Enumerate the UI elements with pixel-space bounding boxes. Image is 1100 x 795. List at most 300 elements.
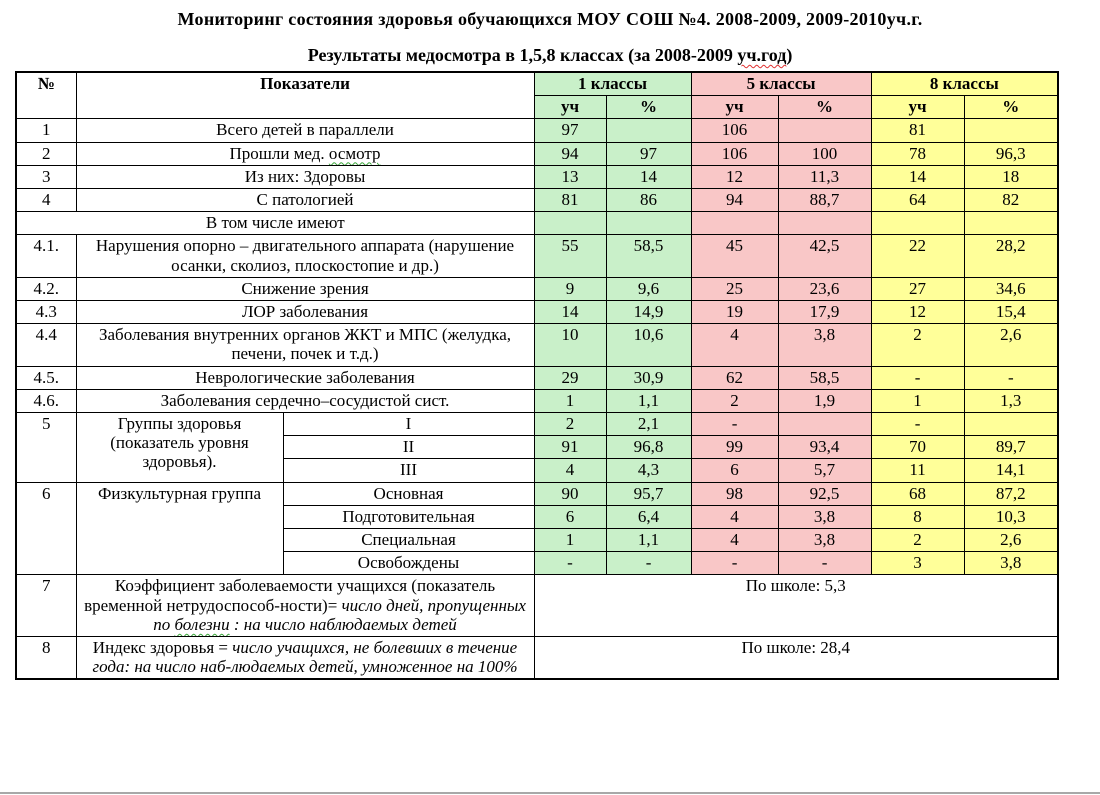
table-cell bbox=[871, 277, 964, 300]
cell-text: 25 bbox=[726, 278, 744, 298]
table-cell bbox=[76, 324, 534, 366]
cell-text: 1,1 bbox=[637, 390, 660, 410]
cell-text: : на число наблюдаемых детей bbox=[229, 614, 457, 634]
table-cell bbox=[16, 212, 534, 235]
table-cell bbox=[778, 324, 871, 366]
table-cell bbox=[283, 459, 534, 482]
table-row bbox=[16, 366, 1058, 389]
cell-text: 6,4 bbox=[637, 506, 660, 526]
cell-text: 18 bbox=[1002, 166, 1020, 186]
cell-text: 98 bbox=[726, 483, 744, 503]
cell-text: 6 bbox=[730, 460, 739, 480]
cell-text: 106 bbox=[721, 143, 748, 163]
table-cell bbox=[534, 301, 606, 324]
table-cell bbox=[964, 235, 1058, 277]
table-cell bbox=[76, 235, 534, 277]
table-cell bbox=[871, 119, 964, 142]
cell-text: 23,6 bbox=[809, 278, 840, 298]
cell-text: 6 bbox=[565, 506, 575, 526]
table-cell bbox=[691, 142, 778, 165]
cell-text: 1 классы bbox=[578, 74, 647, 93]
cell-text: 3 bbox=[42, 166, 51, 186]
col-header-indicators bbox=[76, 72, 534, 119]
table-cell bbox=[964, 277, 1058, 300]
cell-text: 3,8 bbox=[813, 530, 836, 550]
table-cell bbox=[778, 389, 871, 412]
table-cell bbox=[871, 413, 964, 436]
table-cell bbox=[691, 436, 778, 459]
table-row bbox=[16, 142, 1058, 165]
table-cell bbox=[778, 413, 871, 436]
table-cell bbox=[778, 165, 871, 188]
table-cell bbox=[76, 389, 534, 412]
cell-text: 12 bbox=[909, 302, 927, 322]
table-cell bbox=[16, 142, 76, 165]
table-cell bbox=[534, 165, 606, 188]
table-cell bbox=[964, 212, 1058, 235]
table-cell bbox=[606, 389, 691, 412]
table-cell bbox=[691, 552, 778, 575]
cell-text: 1,9 bbox=[813, 390, 836, 410]
table-cell bbox=[691, 389, 778, 412]
table-cell bbox=[534, 389, 606, 412]
table-caption-spellcheck-text: уч.год bbox=[737, 45, 787, 65]
table-cell bbox=[964, 301, 1058, 324]
cell-text: % bbox=[816, 97, 834, 117]
table-cell bbox=[778, 277, 871, 300]
cell-text: 89,7 bbox=[995, 437, 1026, 457]
cell-text: 12 bbox=[726, 166, 744, 186]
cell-text: 7 bbox=[42, 576, 51, 596]
cell-text: число учащихся, не болевших в течение года: на число наб-людаемых детей, умноженное на 100% bbox=[92, 638, 518, 677]
cell-text: 10 bbox=[561, 325, 579, 345]
cell-text: - bbox=[731, 414, 738, 434]
cell-text: 9,6 bbox=[637, 278, 660, 298]
col-header-grade1 bbox=[534, 72, 691, 96]
cell-text: 3,8 bbox=[1000, 553, 1022, 573]
cell-text: 1,3 bbox=[1000, 390, 1022, 410]
table-cell bbox=[76, 119, 534, 142]
table-cell bbox=[606, 436, 691, 459]
table-cell bbox=[534, 505, 606, 528]
cell-text: Снижение зрения bbox=[241, 278, 369, 298]
table-cell bbox=[283, 529, 534, 552]
cell-text: Индекс здоровья = bbox=[92, 638, 233, 658]
cell-text: 97 bbox=[640, 143, 658, 163]
cell-text: 14,1 bbox=[995, 460, 1026, 480]
cell-text: - bbox=[731, 553, 738, 573]
cell-text: ЛОР заболевания bbox=[241, 302, 369, 322]
table-cell bbox=[16, 389, 76, 412]
table-cell bbox=[76, 189, 534, 212]
subheader-grade5-uch bbox=[691, 96, 778, 119]
cell-text: - bbox=[645, 553, 652, 573]
table-cell bbox=[691, 165, 778, 188]
table-row bbox=[16, 72, 1058, 96]
table-row bbox=[16, 482, 1058, 505]
cell-text: 94 bbox=[726, 190, 744, 210]
cell-text: По школе: 28,4 bbox=[741, 638, 851, 658]
cell-text: 96,3 bbox=[995, 143, 1026, 163]
cell-text: 4 bbox=[42, 190, 51, 210]
table-cell bbox=[534, 119, 606, 142]
cell-text: 8 bbox=[913, 506, 922, 526]
cell-text: 4 bbox=[730, 506, 739, 526]
table-cell bbox=[778, 366, 871, 389]
cell-text: 3 bbox=[913, 553, 922, 573]
cell-text: % bbox=[1002, 97, 1020, 117]
table-cell bbox=[778, 552, 871, 575]
cell-text: - bbox=[1007, 367, 1014, 387]
table-cell bbox=[691, 459, 778, 482]
table-cell bbox=[16, 189, 76, 212]
table-cell bbox=[16, 235, 76, 277]
cell-text: 3,8 bbox=[813, 506, 836, 526]
table-cell bbox=[606, 235, 691, 277]
cell-text: 4 bbox=[565, 460, 575, 480]
cell-text: 97 bbox=[561, 120, 579, 140]
table-cell bbox=[76, 482, 283, 575]
table-caption-text: Результаты медосмотра в 1,5,8 классах (за 2008-2009 bbox=[307, 45, 738, 65]
table-cell bbox=[16, 482, 76, 575]
cell-text: 1 bbox=[565, 390, 575, 410]
table-cell bbox=[871, 324, 964, 366]
page-bottom-divider bbox=[0, 792, 1100, 794]
cell-text: 68 bbox=[909, 483, 927, 503]
medical-results-table bbox=[15, 71, 1059, 680]
table-cell bbox=[778, 142, 871, 165]
cell-text: 2,1 bbox=[637, 414, 660, 434]
cell-text: Освобождены bbox=[357, 553, 460, 573]
cell-text: 2 bbox=[913, 325, 922, 345]
table-cell bbox=[778, 459, 871, 482]
table-cell bbox=[283, 413, 534, 436]
table-cell bbox=[871, 552, 964, 575]
cell-text: 45 bbox=[726, 236, 744, 256]
cell-text: 86 bbox=[640, 190, 658, 210]
table-cell bbox=[606, 366, 691, 389]
subheader-grade1-uch bbox=[534, 96, 606, 119]
cell-text: 34,6 bbox=[995, 278, 1026, 298]
table-cell bbox=[606, 505, 691, 528]
school-health-index bbox=[534, 637, 1058, 680]
table-cell bbox=[871, 389, 964, 412]
table-cell bbox=[16, 301, 76, 324]
table-cell bbox=[691, 324, 778, 366]
cell-text: - bbox=[914, 367, 921, 387]
table-cell bbox=[76, 637, 534, 680]
table-cell bbox=[76, 165, 534, 188]
cell-text: 100 bbox=[811, 143, 838, 163]
cell-text: 5 классы bbox=[746, 74, 816, 93]
cell-text: 1 bbox=[565, 530, 575, 550]
table-cell bbox=[16, 119, 76, 142]
cell-text: 8 bbox=[42, 638, 51, 658]
table-cell bbox=[534, 277, 606, 300]
table-cell bbox=[871, 301, 964, 324]
table-cell bbox=[534, 142, 606, 165]
cell-text: 11,3 bbox=[809, 166, 840, 186]
cell-text: 2 bbox=[913, 530, 922, 550]
table-cell bbox=[778, 505, 871, 528]
cell-text: 14 bbox=[561, 302, 579, 322]
cell-text: 78 bbox=[909, 143, 927, 163]
col-header-grade5 bbox=[691, 72, 871, 96]
table-cell bbox=[606, 552, 691, 575]
cell-text: 64 bbox=[909, 190, 927, 210]
cell-text: Из них: Здоровы bbox=[244, 166, 366, 186]
cell-text: уч bbox=[908, 97, 927, 117]
cell-text: 4.1. bbox=[33, 236, 59, 256]
cell-text: 87,2 bbox=[995, 483, 1026, 503]
table-cell bbox=[534, 459, 606, 482]
cell-text: 106 bbox=[721, 120, 748, 140]
table-cell bbox=[606, 459, 691, 482]
cell-text: Специальная bbox=[361, 530, 456, 550]
cell-text: 82 bbox=[1002, 190, 1020, 210]
table-row bbox=[16, 212, 1058, 235]
table-cell bbox=[691, 505, 778, 528]
cell-text: 93,4 bbox=[809, 437, 840, 457]
table-cell bbox=[16, 366, 76, 389]
cell-text: осмотр bbox=[328, 143, 381, 163]
cell-text: 88,7 bbox=[809, 190, 840, 210]
cell-text: 42,5 bbox=[809, 236, 840, 256]
table-cell bbox=[691, 529, 778, 552]
cell-text: 14 bbox=[640, 166, 658, 186]
table-cell bbox=[691, 482, 778, 505]
table-cell bbox=[964, 552, 1058, 575]
table-cell bbox=[964, 324, 1058, 366]
table-cell bbox=[871, 436, 964, 459]
page-title: Мониторинг состояния здоровья обучающихся МОУ СОШ №4. 2008-2009, 2009-2010уч.г. bbox=[177, 9, 923, 29]
cell-text: Физкультурная группа bbox=[97, 483, 261, 503]
cell-text: 92,5 bbox=[809, 483, 840, 503]
cell-text: 10,3 bbox=[995, 506, 1026, 526]
table-cell bbox=[964, 436, 1058, 459]
table-cell bbox=[964, 366, 1058, 389]
table-row bbox=[16, 119, 1058, 142]
cell-text: 96,8 bbox=[633, 437, 664, 457]
table-cell bbox=[283, 482, 534, 505]
cell-text: 9 bbox=[565, 278, 575, 298]
cell-text: 81 bbox=[561, 190, 579, 210]
table-cell bbox=[606, 301, 691, 324]
cell-text: 17,9 bbox=[809, 302, 840, 322]
school-total-morbidity bbox=[534, 575, 1058, 637]
cell-text: 2 bbox=[565, 414, 575, 434]
table-cell bbox=[778, 436, 871, 459]
table-cell bbox=[16, 277, 76, 300]
table-cell bbox=[16, 324, 76, 366]
subheader-grade8-uch bbox=[871, 96, 964, 119]
table-cell bbox=[964, 389, 1058, 412]
cell-text: 99 bbox=[726, 437, 744, 457]
cell-text: 4,3 bbox=[637, 460, 660, 480]
table-cell bbox=[606, 529, 691, 552]
table-cell bbox=[964, 505, 1058, 528]
cell-text: 81 bbox=[909, 120, 927, 140]
table-cell bbox=[16, 575, 76, 637]
cell-text: Группы здоровья (показатель уровня здоровья). bbox=[110, 414, 249, 472]
cell-text: уч bbox=[725, 97, 744, 117]
cell-text: уч bbox=[560, 97, 580, 117]
table-cell bbox=[606, 189, 691, 212]
table-cell bbox=[871, 459, 964, 482]
subheader-grade5-pct bbox=[778, 96, 871, 119]
cell-text: Коэффициент заболеваемости учащихся (показатель временной нетрудоспособ-ности)= bbox=[84, 576, 496, 615]
cell-text: 4.5. bbox=[33, 367, 59, 387]
col-header-grade8 bbox=[871, 72, 1058, 96]
cell-text: Основная bbox=[373, 483, 444, 503]
cell-text: 55 bbox=[561, 236, 579, 256]
cell-text: 11 bbox=[909, 460, 926, 480]
cell-text: 1 bbox=[913, 390, 922, 410]
table-cell bbox=[606, 413, 691, 436]
table-cell bbox=[534, 366, 606, 389]
cell-text: 5 bbox=[42, 414, 51, 434]
cell-text: 4.3 bbox=[35, 302, 57, 322]
cell-text: - bbox=[821, 553, 828, 573]
table-cell bbox=[778, 301, 871, 324]
cell-text: 4.4 bbox=[35, 325, 57, 345]
table-cell bbox=[16, 165, 76, 188]
table-cell bbox=[691, 277, 778, 300]
table-cell bbox=[76, 301, 534, 324]
table-cell bbox=[283, 436, 534, 459]
cell-text: II bbox=[402, 437, 415, 457]
cell-text: 2,6 bbox=[1000, 530, 1022, 550]
cell-text: Неврологические заболевания bbox=[195, 367, 415, 387]
cell-text: 19 bbox=[726, 302, 744, 322]
cell-text: Показатели bbox=[260, 74, 350, 93]
cell-text: 2 bbox=[42, 143, 51, 163]
cell-text: 6 bbox=[42, 483, 51, 503]
table-cell bbox=[964, 189, 1058, 212]
cell-text: В том числе имеют bbox=[205, 213, 345, 233]
table-header bbox=[16, 72, 1058, 119]
cell-text: 95,7 bbox=[633, 483, 664, 503]
cell-text: 22 bbox=[909, 236, 927, 256]
table-cell bbox=[871, 366, 964, 389]
table-cell bbox=[691, 119, 778, 142]
cell-text: 70 bbox=[909, 437, 927, 457]
cell-text: 62 bbox=[726, 367, 744, 387]
cell-text: 94 bbox=[561, 143, 579, 163]
table-cell bbox=[691, 212, 778, 235]
cell-text: III bbox=[400, 460, 417, 480]
cell-text: % bbox=[640, 97, 658, 117]
cell-text: 28,2 bbox=[995, 236, 1026, 256]
table-cell bbox=[76, 366, 534, 389]
table-row bbox=[16, 235, 1058, 277]
table-cell bbox=[534, 413, 606, 436]
table-cell bbox=[871, 529, 964, 552]
table-cell bbox=[534, 482, 606, 505]
table-cell bbox=[283, 505, 534, 528]
table-cell bbox=[964, 459, 1058, 482]
table-cell bbox=[871, 142, 964, 165]
cell-text: № bbox=[37, 74, 55, 93]
table-cell bbox=[871, 505, 964, 528]
cell-text: Всего детей в параллели bbox=[216, 120, 394, 140]
cell-text: - bbox=[914, 414, 921, 434]
table-cell bbox=[691, 366, 778, 389]
table-cell bbox=[76, 575, 534, 637]
table-row bbox=[16, 165, 1058, 188]
table-row bbox=[16, 189, 1058, 212]
cell-text: 58,5 bbox=[809, 367, 840, 387]
table-cell bbox=[871, 189, 964, 212]
cell-text: По школе: 5,3 bbox=[745, 576, 846, 596]
table-cell bbox=[606, 482, 691, 505]
table-row bbox=[16, 324, 1058, 366]
table-body bbox=[16, 119, 1058, 680]
cell-text: 2 bbox=[730, 390, 739, 410]
table-cell bbox=[778, 235, 871, 277]
table-cell bbox=[778, 212, 871, 235]
table-cell bbox=[871, 212, 964, 235]
table-cell bbox=[964, 413, 1058, 436]
table-cell bbox=[534, 189, 606, 212]
table-cell bbox=[606, 212, 691, 235]
table-cell bbox=[606, 142, 691, 165]
cell-text: число дней, пропущенных по bbox=[153, 595, 526, 634]
table-cell bbox=[691, 413, 778, 436]
table-row bbox=[16, 575, 1058, 637]
cell-text: 8 классы bbox=[929, 74, 999, 93]
table-row bbox=[16, 389, 1058, 412]
table-row bbox=[16, 277, 1058, 300]
cell-text: 30,9 bbox=[633, 367, 664, 387]
cell-text: 29 bbox=[561, 367, 579, 387]
cell-text: I bbox=[405, 414, 412, 434]
cell-text: 2,6 bbox=[1000, 325, 1022, 345]
cell-text: 5,7 bbox=[813, 460, 836, 480]
table-cell bbox=[691, 235, 778, 277]
cell-text: 91 bbox=[561, 437, 579, 457]
cell-text: 27 bbox=[909, 278, 927, 298]
table-cell bbox=[778, 482, 871, 505]
cell-text: Прошли мед. bbox=[229, 143, 329, 163]
table-caption-text-tail: ) bbox=[786, 45, 793, 65]
table-cell bbox=[778, 119, 871, 142]
cell-text: 4 bbox=[730, 530, 739, 550]
cell-text: 3,8 bbox=[813, 325, 836, 345]
cell-text: Нарушения опорно – двигательного аппарата (нарушение осанки, сколиоз, плоскостопие и др.) bbox=[95, 236, 515, 275]
table-cell bbox=[534, 436, 606, 459]
table-cell bbox=[778, 189, 871, 212]
cell-text: 10,6 bbox=[633, 325, 664, 345]
cell-text: - bbox=[567, 553, 573, 573]
cell-text: 13 bbox=[561, 166, 579, 186]
cell-text: Подготовительная bbox=[342, 506, 475, 526]
table-cell bbox=[606, 324, 691, 366]
cell-text: Заболевания внутренних органов ЖКТ и МПС (желудка, печени, почек и т.д.) bbox=[99, 325, 511, 364]
subheader-grade1-pct bbox=[606, 96, 691, 119]
cell-text: 4.6. bbox=[33, 390, 59, 410]
cell-text: 15,4 bbox=[995, 302, 1026, 322]
table-caption bbox=[0, 45, 1100, 66]
table-cell bbox=[534, 552, 606, 575]
table-cell bbox=[76, 277, 534, 300]
table-cell bbox=[691, 301, 778, 324]
cell-text: 4.2. bbox=[33, 278, 59, 298]
table-row bbox=[16, 637, 1058, 680]
table-cell bbox=[534, 324, 606, 366]
table-cell bbox=[964, 119, 1058, 142]
table-cell bbox=[964, 482, 1058, 505]
